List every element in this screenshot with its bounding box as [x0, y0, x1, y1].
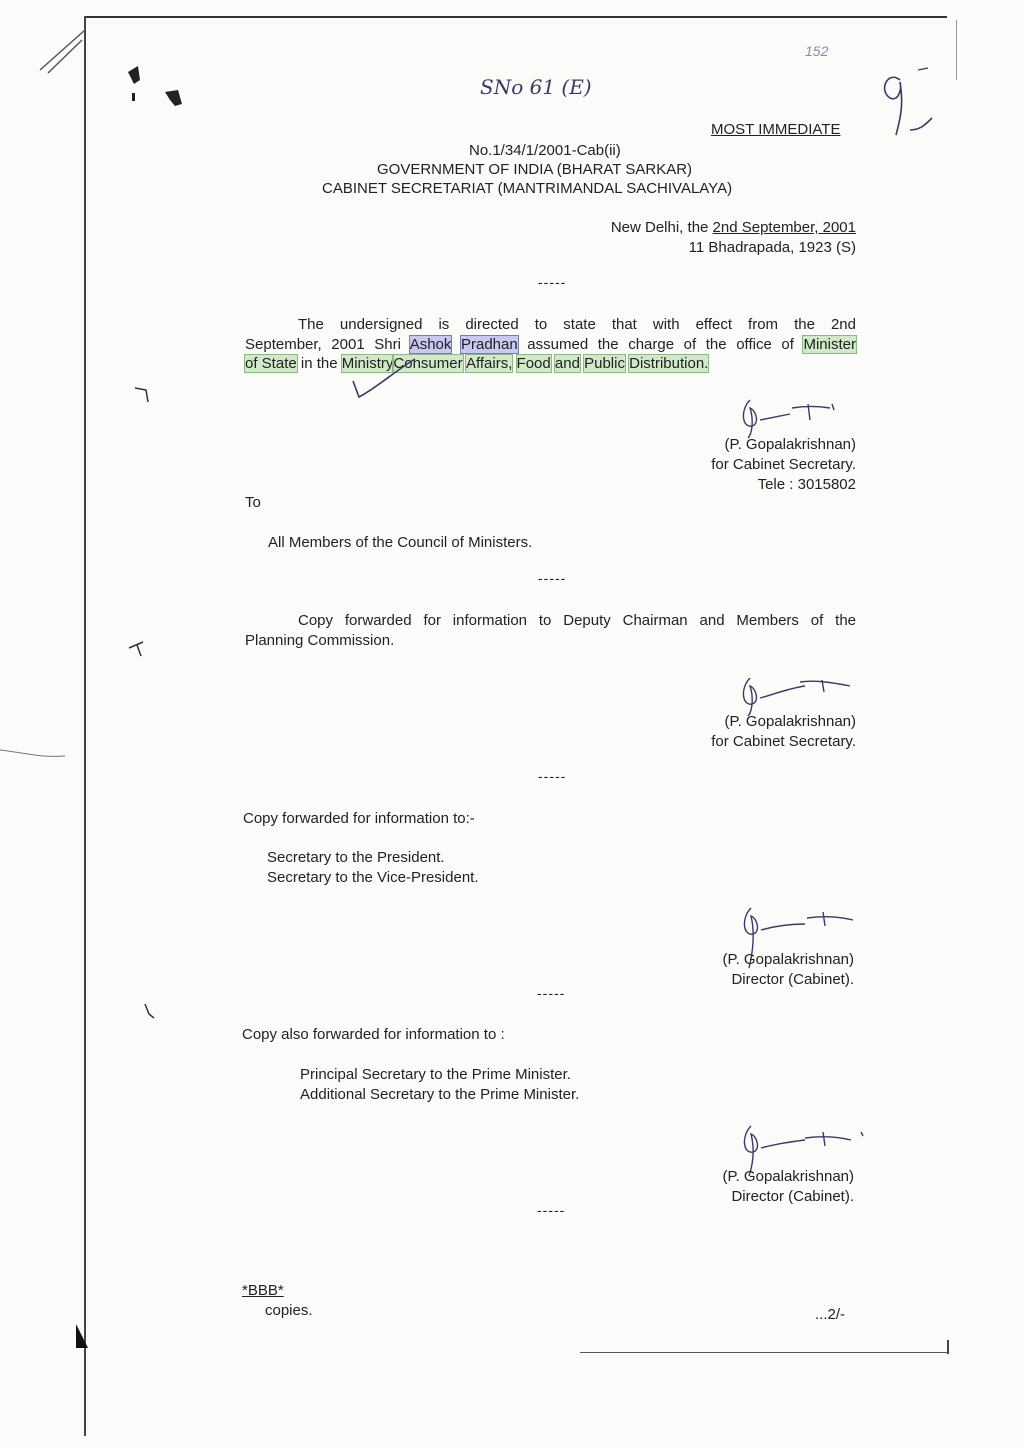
- highlight-ministry-3: Affairs,: [465, 355, 513, 372]
- copy-2-recipient-2: Secretary to the Vice-President.: [267, 869, 479, 886]
- next-page-indicator: ...2/-: [815, 1306, 846, 1323]
- separator-3: -----: [538, 768, 567, 784]
- copy-1-line-1: Copy forwarded for information to Deputy Chairman and Members of the: [298, 612, 856, 629]
- margin-tick-mark-2: [125, 630, 155, 660]
- separator-2: -----: [538, 570, 567, 586]
- main-paragraph: [245, 315, 856, 374]
- signatory-title-2: for Cabinet Secretary.: [711, 733, 856, 750]
- paragraph-line-3: of State in the MinistryConsumer Affairs, Food and Public Distribution.: [245, 355, 709, 372]
- signatory-title-1: for Cabinet Secretary.: [711, 456, 856, 473]
- highlight-name-last: Pradhan: [461, 335, 518, 353]
- signatory-title-4: Director (Cabinet).: [731, 1188, 854, 1205]
- handwritten-margin-initial: [870, 60, 940, 150]
- highlight-ministry-2: Consumer: [393, 355, 463, 372]
- signature-1: [730, 390, 860, 440]
- margin-tick-mark: [130, 380, 160, 410]
- handwritten-file-reference: SNo 61 (E): [480, 75, 592, 99]
- highlight-ministry-6: Public: [584, 355, 625, 372]
- page-border-left: [84, 16, 86, 1436]
- signatory-name-2: (P. Gopalakrishnan): [724, 713, 856, 730]
- separator-4: -----: [537, 985, 566, 1001]
- place-label: New Delhi, the: [610, 219, 713, 236]
- handwritten-checkmark: [345, 355, 425, 405]
- signatory-title-3: Director (Cabinet).: [731, 971, 854, 988]
- separator-5: -----: [537, 1202, 566, 1218]
- highlight-ministry-5: and: [554, 355, 580, 372]
- page-border-bottom: [580, 1352, 948, 1353]
- issue-date: 2nd September, 2001: [712, 219, 856, 236]
- highlight-ministry-1: Ministry: [341, 355, 394, 372]
- highlight-ministry-4: Food: [516, 355, 551, 372]
- copy-1-line-2: Planning Commission.: [245, 631, 395, 649]
- copy-2-recipient-1: Secretary to the President.: [267, 849, 445, 866]
- signatory-name-4: (P. Gopalakrishnan): [722, 1168, 854, 1185]
- copy-3-recipient-2: Additional Secretary to the Prime Minister.: [300, 1086, 580, 1103]
- copy-3-intro: Copy also forwarded for information to :: [242, 1026, 505, 1043]
- telephone-number: Tele : 3015802: [757, 476, 856, 493]
- paragraph-line-1: The undersigned is directed to state that with effect from the 2nd: [298, 316, 856, 333]
- margin-slash-mark: [30, 25, 90, 75]
- signature-2: [730, 668, 860, 718]
- copy-2-intro: Copy forwarded for information to:-: [243, 810, 475, 827]
- highlight-office-2: of State: [245, 355, 297, 372]
- highlight-ministry-7: Distribution.: [629, 355, 709, 372]
- place-date: [611, 218, 856, 237]
- reference-number: No.1/34/1/2001-Cab(ii): [469, 142, 621, 159]
- paragraph-line-2: September, 2001 Shri Ashok Pradhan assumed the charge of the office of Minister: [245, 335, 856, 353]
- highlight-office-1: Minister: [803, 335, 856, 353]
- page-border-right-top: [956, 20, 957, 80]
- copy-3-recipient-1: Principal Secretary to the Prime Minister.: [300, 1066, 571, 1083]
- to-label: To: [245, 494, 261, 511]
- to-recipients: All Members of the Council of Ministers.: [268, 534, 533, 551]
- footer-code: *BBB*: [242, 1282, 284, 1299]
- signatory-name-3: (P. Gopalakrishnan): [722, 951, 854, 968]
- signatory-name-1: (P. Gopalakrishnan): [724, 436, 856, 453]
- saka-date: 11 Bhadrapada, 1923 (S): [688, 239, 856, 256]
- separator-1: -----: [538, 274, 567, 290]
- footer-copies: copies.: [265, 1302, 313, 1319]
- ink-blot-mark: [120, 60, 200, 115]
- highlight-name-first: Ashok: [409, 335, 452, 353]
- department-line: CABINET SECRETARIAT (MANTRIMANDAL SACHIVALAYA): [322, 180, 733, 197]
- margin-tick-mark-3: [140, 1000, 160, 1025]
- copy-paragraph-1: [245, 611, 856, 650]
- margin-line-mark: [0, 740, 70, 770]
- priority-label: MOST IMMEDIATE: [711, 121, 841, 138]
- handwritten-page-number: 152: [805, 43, 829, 59]
- government-line: GOVERNMENT OF INDIA (BHARAT SARKAR): [377, 161, 693, 178]
- corner-triangle-mark: [62, 1320, 92, 1350]
- page-border-top: [85, 16, 947, 18]
